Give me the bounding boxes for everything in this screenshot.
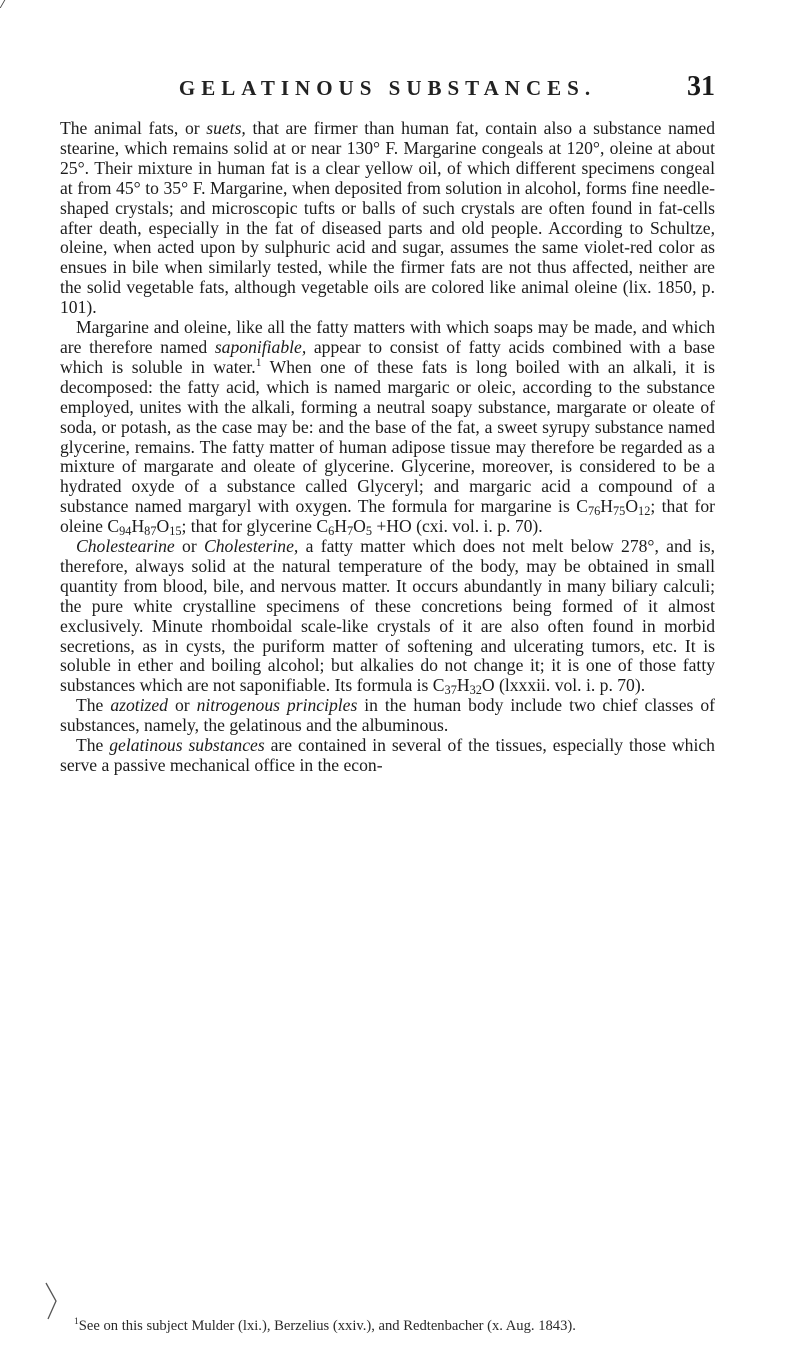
subscript: 6 bbox=[328, 524, 335, 539]
paragraph bbox=[60, 537, 715, 696]
page-number: 31 bbox=[687, 71, 715, 102]
paragraph bbox=[60, 696, 715, 736]
text-run: O bbox=[353, 516, 366, 537]
subscript: 76 bbox=[587, 504, 601, 519]
subscript: 12 bbox=[638, 504, 651, 519]
text-run: H bbox=[456, 675, 470, 696]
paragraph bbox=[60, 736, 715, 776]
subscript: 7 bbox=[346, 524, 354, 539]
text-run: that are firmer than human fat, contain also a substance named stearine, which remains solid at or near 130° F. Margarine congeals at 120°, oleine at about 25°. Their mixture in human fat is a clear yellow oil, of which different specimens congeal at from 45° to 35° F. Margarine, when deposited from solution in alcohol, forms fine needle-shaped crystals; and microscopic tufts or balls of such crystals are often found in fat-cells after death, especially in the fat of diseased parts and old people. According to Schultze, oleine, when acted upon by sulphuric acid and sugar, assumes the same violet-red color as ensues in bile when similarly tested, while the firmer fats are not thus affected, neither are the solid vegetable fats, although vegetable oils are colored like animal oleine (lix. 1850, p. 101). bbox=[60, 118, 716, 318]
paragraph bbox=[60, 119, 715, 318]
text-run: a fatty matter which does not melt below 278°, and is, therefore, always solid at the natural temperature of the body, may be obtained in small quantity from blood, bile, and nervous matter. It occurs abundantly in many biliary calculi; the pure white crystalline specimens of these concretions being formed of it almost exclusively. Minute rhomboidal scale-like crystals of it are also often found in morbid secretions, as in cysts, the puriform matter of softening and ulcerating tumors, etc. It is soluble in ether and boiling alcohol; but alkalies do not change it; it is one of those fatty substances which are not saponifiable. Its formula is C bbox=[60, 536, 715, 696]
footnote bbox=[60, 1318, 715, 1335]
page-header bbox=[60, 71, 715, 106]
italic-term: nitrogenous principles bbox=[196, 695, 358, 716]
footnote-ref: 1 bbox=[255, 357, 262, 370]
italic-term: suets, bbox=[206, 118, 246, 138]
text-run: are contained in several of the tissues, especially those which serve a passive mechanical office in the econ- bbox=[60, 735, 715, 775]
paragraph bbox=[60, 318, 715, 537]
italic-term: Cholestearine bbox=[76, 536, 175, 557]
text-run: or bbox=[167, 695, 197, 716]
text-run: O bbox=[156, 516, 170, 537]
body-text bbox=[60, 119, 715, 776]
subscript: 15 bbox=[169, 524, 182, 539]
text-run: H bbox=[131, 516, 145, 537]
text-run: or bbox=[174, 536, 204, 557]
subscript: 5 bbox=[365, 524, 372, 539]
footnote-marker: 1 bbox=[74, 1317, 79, 1328]
text-run: H bbox=[334, 516, 347, 537]
italic-term: Cholesterine, bbox=[203, 536, 299, 557]
text-run: The animal fats, or bbox=[60, 118, 207, 138]
text-run: +HO (cxi. vol. i. p. 70). bbox=[371, 516, 543, 537]
subscript: 94 bbox=[119, 524, 132, 539]
italic-term: azotized bbox=[110, 695, 168, 716]
running-head: GELATINOUS SUBSTANCES. bbox=[178, 76, 597, 100]
text-run: The bbox=[76, 735, 110, 756]
text-run: The bbox=[76, 695, 111, 716]
corner-mark bbox=[0, 0, 9, 8]
text-run: ; that for glycerine C bbox=[181, 516, 329, 537]
subscript: 87 bbox=[144, 524, 157, 539]
italic-term: gelatinous substances bbox=[109, 735, 265, 756]
text-run: When one of these fats is long boiled with an alkali, it is decomposed: the fatty acid, which is named margaric or oleic, according to the substance employed, unites with the alkali, forming a neutral soapy substance, margarate or oleate of soda, or potash, as the case may be: and the base of the fat, a sweet syrupy substance named glycerine, remains. The fatty matter of human adipose tissue may therefore be regarded as a mixture of margarate and oleate of glycerine. Glycerine, moreover, is considered to be a hydrated oxyde of a substance called Glyceryl; and margaric acid a compound of a substance named margaryl with oxygen. The formula for margarine is C bbox=[60, 356, 715, 517]
subscript: 75 bbox=[613, 504, 626, 519]
text-run: H bbox=[600, 496, 613, 517]
footnote-text: See on this subject Mulder (lxi.), Berzelius (xxiv.), and Redtenbacher (x. Aug. 1843). bbox=[78, 1318, 576, 1334]
text-run: in the human body include two chief classes of substances, namely, the gelatinous and the albuminous. bbox=[60, 695, 716, 736]
text-run: ; that for oleine C bbox=[60, 496, 715, 537]
text-run: Margarine and oleine, like all the fatty matters with which soaps may be made, and which are therefore named bbox=[60, 317, 715, 357]
text-run: O bbox=[625, 496, 639, 517]
text-run: O (lxxxii. vol. i. p. 70). bbox=[481, 675, 646, 696]
italic-term: saponifiable, bbox=[214, 336, 307, 357]
subscript: 37 bbox=[444, 683, 457, 698]
text-run: appear to consist of fatty acids combined with a base which is soluble in water. bbox=[60, 336, 715, 377]
subscript: 32 bbox=[469, 683, 482, 698]
